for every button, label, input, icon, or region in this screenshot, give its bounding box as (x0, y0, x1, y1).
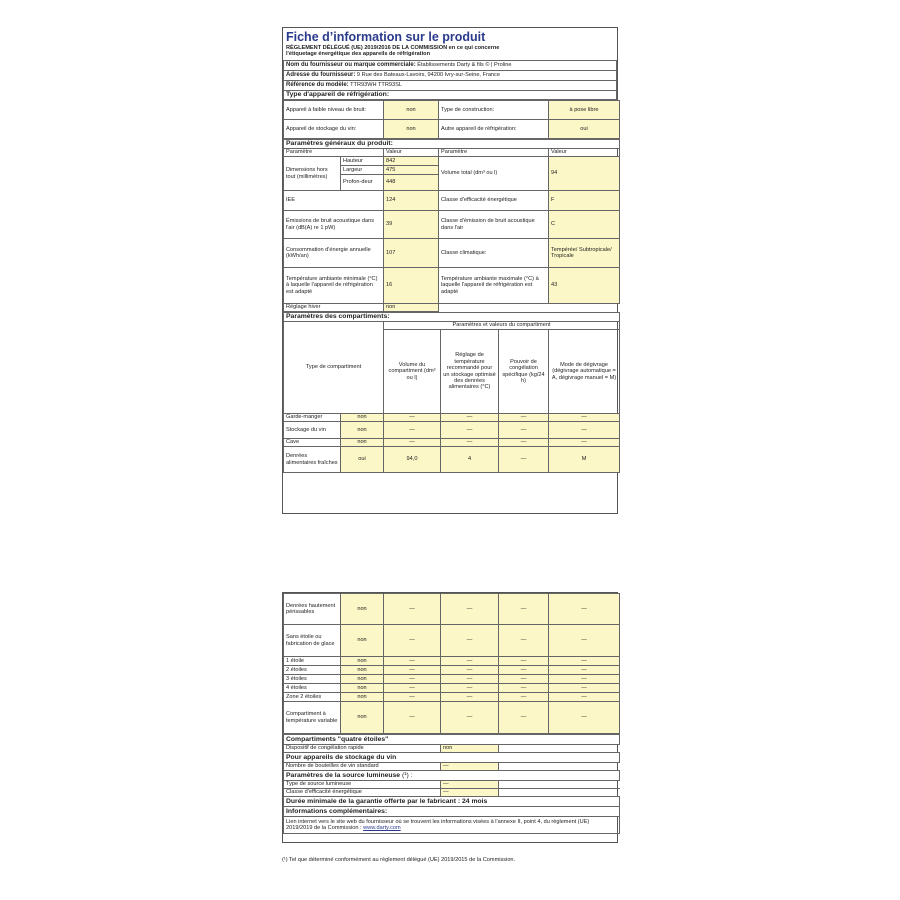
empty-cell (499, 745, 620, 753)
other-appliance-label: Autre appareil de réfrigération: (439, 120, 549, 139)
compartment-temp: — (441, 684, 499, 693)
table-row (284, 693, 620, 702)
light-type-label: Type de source lumineuse (284, 781, 441, 789)
compartment-freeze: — (499, 594, 549, 625)
regulation-line-2: l'étiquetage énergétique des appareils de réfrigération (286, 51, 431, 57)
energy-consumption-value: 107 (384, 239, 439, 268)
compartment-volume: — (384, 439, 441, 447)
empty-cell (499, 763, 620, 771)
light-source-heading: Paramètres de la source lumineuse (¹) : (284, 771, 620, 781)
compartment-freeze: — (499, 414, 549, 422)
compartment-volume: — (384, 702, 441, 734)
appliance-type-heading: Type d'appareil de réfrigération: (284, 91, 617, 100)
empty-cell (499, 789, 620, 797)
table-row (284, 414, 620, 422)
general-params-heading: Paramètres généraux du produit: (284, 140, 620, 149)
supplier-table (283, 60, 617, 100)
compartment-freeze: — (499, 684, 549, 693)
min-temp-value: 16 (384, 268, 439, 304)
compartment-freeze: — (499, 439, 549, 447)
compartment-freeze: — (499, 625, 549, 657)
compartment-volume: — (384, 666, 441, 675)
climate-class-value: Tempérée/ Subtropicale/ Tropicale (549, 239, 620, 268)
climate-class-label: Classe climatique: (439, 239, 549, 268)
compartment-volume: 94,0 (384, 447, 441, 473)
compartment-name: 1 étoile (284, 657, 341, 666)
light-type-value: — (441, 781, 499, 789)
total-volume-label: Volume total (dm³ ou l) (439, 157, 549, 191)
compartment-volume: — (384, 422, 441, 439)
compartment-volume: — (384, 675, 441, 684)
compartment-present: non (341, 439, 384, 447)
compartment-defrost: — (549, 684, 620, 693)
table-row (284, 422, 620, 439)
construction-label: Type de construction: (439, 101, 549, 120)
light-class-value: — (441, 789, 499, 797)
model-reference-row: Référence du modèle: TTR93WH TTR93SL (284, 81, 617, 91)
compartment-defrost: — (549, 675, 620, 684)
quick-freeze-value: non (441, 745, 499, 753)
wine-appliance-label: Appareil de stockage du vin: (284, 120, 384, 139)
compartment-present: non (341, 693, 384, 702)
compartment-type-header: Type de compartiment (284, 322, 384, 414)
width-value: 475 (384, 166, 439, 175)
empty-cell (439, 304, 620, 312)
compartment-defrost: — (549, 439, 620, 447)
supplier-website-link[interactable]: www.darty.com (363, 825, 401, 831)
supplier-address-row: Adresse du fournisseur: 9 Rue des Bateaux-Lavoirs, 94200 Ivry-sur-Seine, France (284, 71, 617, 81)
compartment-volume: — (384, 594, 441, 625)
compartment-freeze: — (499, 702, 549, 734)
compartment-defrost: — (549, 414, 620, 422)
compartment-present: non (341, 666, 384, 675)
extra-params-table (283, 734, 620, 834)
wine-bottles-label: Nombre de bouteilles de vin standard (284, 763, 441, 771)
compartment-name: Garde-manger (284, 414, 341, 422)
freezing-power-header: Pouvoir de congélation spécifique (kg/24 h) (499, 330, 549, 414)
four-star-heading: Compartiments "quatre étoiles" (284, 735, 620, 745)
compartment-freeze: — (499, 657, 549, 666)
compartment-defrost: — (549, 625, 620, 657)
energy-class-label: Classe d'efficacité énergétique (439, 191, 549, 211)
compartment-name: Stockage du vin (284, 422, 341, 439)
compartment-name: Sans étoile ou fabrication de glace (284, 625, 341, 657)
noise-class-value: C (549, 211, 620, 239)
compartment-defrost: — (549, 693, 620, 702)
compartment-volume: — (384, 693, 441, 702)
winter-setting-label: Réglage hiver (284, 304, 384, 312)
low-noise-label: Appareil à faible niveau de bruit: (284, 101, 384, 120)
dimensions-label: Dimensions hors tout (millimètres) (284, 157, 341, 191)
compartment-temp: — (441, 439, 499, 447)
wine-bottles-value: — (441, 763, 499, 771)
compartment-defrost: M (549, 447, 620, 473)
table-row (284, 625, 620, 657)
compartments-table-continued (283, 593, 620, 734)
table-row (284, 675, 620, 684)
quick-freeze-label: Dispositif de congélation rapide (284, 745, 441, 753)
compartment-freeze: — (499, 422, 549, 439)
compartment-temp: — (441, 675, 499, 684)
compartment-temp: 4 (441, 447, 499, 473)
light-class-label: Classe d'efficacité énergétique (284, 789, 441, 797)
compartment-temp: — (441, 702, 499, 734)
compartments-heading: Paramètres des compartiments: (284, 313, 620, 322)
max-temp-value: 43 (549, 268, 620, 304)
noise-emission-label: Émissions de bruit acoustique dans l'air (dB(A) re 1 pW) (284, 211, 384, 239)
depth-label: Profon-deur (341, 175, 384, 191)
compartment-present: non (341, 414, 384, 422)
construction-value: à pose libre (549, 101, 620, 120)
page-title: Fiche d’information sur le produit (286, 30, 486, 44)
temp-setting-header: Réglage de température recommandé pour un stockage optimisé des denrées alimentaires (°C) (441, 330, 499, 414)
compartment-name: Denrées alimentaires fraîches (284, 447, 341, 473)
compartment-name: Denrées hautement périssables (284, 594, 341, 625)
compartment-name: 3 étoiles (284, 675, 341, 684)
wine-storage-heading: Pour appareils de stockage du vin (284, 753, 620, 763)
compartment-name: 4 étoiles (284, 684, 341, 693)
compartment-volume: — (384, 684, 441, 693)
general-params-table (283, 139, 620, 312)
additional-info-text: Lien internet vers le site web du fournisseur où se trouvent les informations visées à l'annexe II, point 4, du règlement (UE) 2019/2019 de la Commission : www.darty.com (284, 817, 620, 834)
table-row (284, 666, 620, 675)
compartment-present: non (341, 684, 384, 693)
supplier-name-row: Nom du fournisseur ou marque commerciale: Établissements Darty & fils © | Proline (284, 61, 617, 71)
low-noise-value: non (384, 101, 439, 120)
volume-header: Volume du compartiment (dm³ ou l) (384, 330, 441, 414)
compartment-present: non (341, 625, 384, 657)
depth-value: 448 (384, 175, 439, 191)
compartment-volume: — (384, 657, 441, 666)
additional-info-heading: Informations complémentaires: (284, 807, 620, 817)
compartment-defrost: — (549, 702, 620, 734)
noise-emission-value: 39 (384, 211, 439, 239)
empty-cell (499, 781, 620, 789)
wine-appliance-value: non (384, 120, 439, 139)
max-temp-label: Température ambiante maximale (°C) à laquelle l'appareil de réfrigération est adapté (439, 268, 549, 304)
compartment-volume: — (384, 414, 441, 422)
compartment-temp: — (441, 657, 499, 666)
compartment-name: Cave (284, 439, 341, 447)
height-label: Hauteur (341, 157, 384, 166)
col-header-param: Paramètre (284, 149, 384, 157)
table-row (284, 447, 620, 473)
defrost-mode-header: Mode de dégivrage (dégivrage automatique = A, dégivrage manuel = M) (549, 330, 620, 414)
compartment-freeze: — (499, 447, 549, 473)
compartment-defrost: — (549, 594, 620, 625)
compartment-present: non (341, 422, 384, 439)
compartment-defrost: — (549, 657, 620, 666)
compartment-temp: — (441, 422, 499, 439)
compartment-present: non (341, 657, 384, 666)
footnote: (¹) Tel que déterminé conformément au règlement délégué (UE) 2019/2015 de la Commission. (282, 857, 516, 863)
iee-value: 124 (384, 191, 439, 211)
col-header-param-2: Paramètre (439, 149, 549, 157)
table-row (284, 657, 620, 666)
compartment-temp: — (441, 693, 499, 702)
total-volume-value: 94 (549, 157, 620, 191)
compartment-present: non (341, 702, 384, 734)
compartment-freeze: — (499, 675, 549, 684)
table-row (284, 702, 620, 734)
compartment-name: Compartiment à température variable (284, 702, 341, 734)
warranty-row: Durée minimale de la garantie offerte par le fabricant : 24 mois (284, 797, 620, 807)
height-value: 842 (384, 157, 439, 166)
col-header-value: Valeur (384, 149, 439, 157)
product-sheet-page-1 (282, 27, 618, 514)
compartment-temp: — (441, 594, 499, 625)
table-row (284, 594, 620, 625)
table-row (284, 684, 620, 693)
winter-setting-value: non (384, 304, 439, 312)
compartment-name: 2 étoiles (284, 666, 341, 675)
compartments-table (283, 312, 620, 473)
other-appliance-value: oui (549, 120, 620, 139)
min-temp-label: Température ambiante minimale (°C) à laquelle l'appareil de réfrigération est adapté (284, 268, 384, 304)
compartment-volume: — (384, 625, 441, 657)
energy-class-value: F (549, 191, 620, 211)
table-row (284, 439, 620, 447)
col-header-value-2: Valeur (549, 149, 620, 157)
appliance-type-table (283, 100, 620, 139)
energy-consumption-label: Consommation d'énergie annuelle (kWh/an) (284, 239, 384, 268)
regulation-line-1: RÈGLEMENT DÉLÉGUÉ (UE) 2019/2016 DE LA COMMISSION en ce qui concerne (286, 45, 500, 51)
compartment-freeze: — (499, 666, 549, 675)
compartment-defrost: — (549, 666, 620, 675)
compartment-temp: — (441, 625, 499, 657)
noise-class-label: Classe d'émission de bruit acoustique dans l'air (439, 211, 549, 239)
product-sheet-page-2 (282, 592, 618, 843)
iee-label: IEE (284, 191, 384, 211)
compartment-name: Zone 2 étoiles (284, 693, 341, 702)
compartment-temp: — (441, 414, 499, 422)
compartment-present: oui (341, 447, 384, 473)
compartment-present: non (341, 675, 384, 684)
compartment-defrost: — (549, 422, 620, 439)
width-label: Largeur (341, 166, 384, 175)
compartment-params-header: Paramètres et valeurs du compartiment (384, 322, 620, 330)
compartment-freeze: — (499, 693, 549, 702)
compartment-present: non (341, 594, 384, 625)
compartment-temp: — (441, 666, 499, 675)
